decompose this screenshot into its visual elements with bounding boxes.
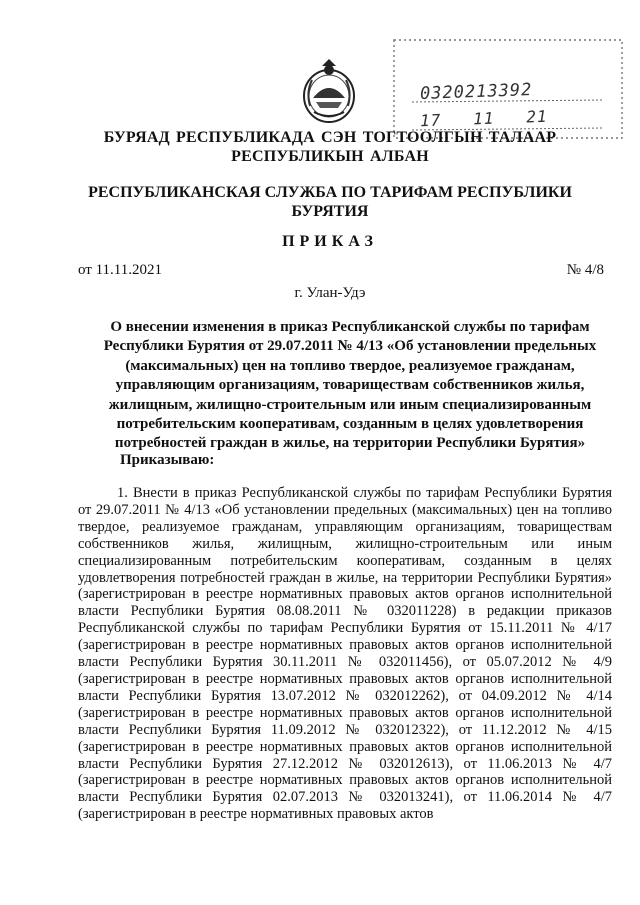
coat-of-arms-emblem-icon: [300, 56, 358, 126]
buryat-header: [60, 128, 600, 166]
order-date: от 11.11.2021: [78, 262, 162, 278]
subject-line: потребительским кооперативам, созданным в целях удовлетворения: [116, 416, 584, 433]
decree-word: Приказываю:: [120, 452, 215, 468]
agency-header-line-2: БУРЯТИЯ: [291, 203, 369, 220]
subject-line: Республики Бурятия от 29.07.2011 № 4/13 «Об установлении предельных: [103, 338, 597, 355]
subject-line: О внесении изменения в приказ Республиканской службы по тарифам: [110, 319, 590, 335]
order-number: № 4/8: [566, 262, 604, 278]
stamp-registration-number: 0320213392: [419, 80, 533, 104]
stamp-registration-date: 17 11 21: [419, 106, 548, 131]
agency-header: [60, 183, 600, 221]
document-type-title: ПРИКАЗ: [282, 233, 378, 250]
subject-line: управляющим организациям, товариществам собственников жилья,: [115, 377, 585, 394]
order-city: г. Улан-Удэ: [294, 285, 366, 301]
buryat-header-line-2: РЕСПУБЛИКЫН АЛБАН: [231, 148, 429, 165]
agency-header-line-1: РЕСПУБЛИКАНСКАЯ СЛУЖБА ПО ТАРИФАМ РЕСПУБЛИКИ: [88, 184, 572, 201]
order-subject: [100, 318, 600, 454]
subject-line: жилищным, жилищно-строительным или иным специализированным: [108, 396, 592, 413]
body-paragraph-1: 1. Внести в приказ Республиканской службы по тарифам Республики Бурятия от 29.07.2011 № 4/13 «Об установлении предельных (максимальных) цен на топливо твердое, реализуемое гражданам, управляющим организациям, товариществам собственников жилья, жилищным, жилищно-строительным или иным специализированным потребительским кооперативам, созданным в целях удовлетворения потребностей граждан в жилье, на территории Республики Бурятия» (зарегистрирован в реестре нормативных правовых актов органов исполнительной власти Республики Бурятия 08.08.2011 № 032011228) в редакции приказов Республиканской службы по тарифам Республики Бурятия от 15.11.2011 № 4/17 (зарегистрирован в реестре нормативных правовых актов органов исполнительной власти Республики Бурятия 30.11.2011 № 032011456), от 05.07.2012 № 4/9 (зарегистрирован в реестре нормативных правовых актов органов исполнительной власти Республики Бурятия 13.07.2012 № 032012262), от 04.09.2012 № 4/14 (зарегистрирован в реестре нормативных правовых актов органов исполнительной власти Республики Бурятия 11.09.2012 № 032012322), от 11.12.2012 № 4/15 (зарегистрирован в реестре нормативных правовых актов органов исполнительной власти Республики Бурятия 27.12.2012 № 032012613), от 11.06.2013 № 4/7 (зарегистрирован в реестре нормативных правовых актов органов исполнительной власти Республики Бурятия 02.07.2013 № 032013241), от 11.06.2014 № 4/7 (зарегистрирован в реестре нормативных правовых актов: [78, 485, 612, 823]
registration-stamp: [392, 38, 626, 142]
subject-line: (максимальных) цен на топливо твердое, реализуемое гражданам,: [125, 357, 575, 374]
buryat-header-line-1: БУРЯАД РЕСПУБЛИКАДА СЭН ТОГТООЛГЫН ТАЛААР: [103, 129, 557, 146]
subject-line: потребностей граждан в жилье, на территории Республики Бурятия»: [114, 435, 586, 452]
